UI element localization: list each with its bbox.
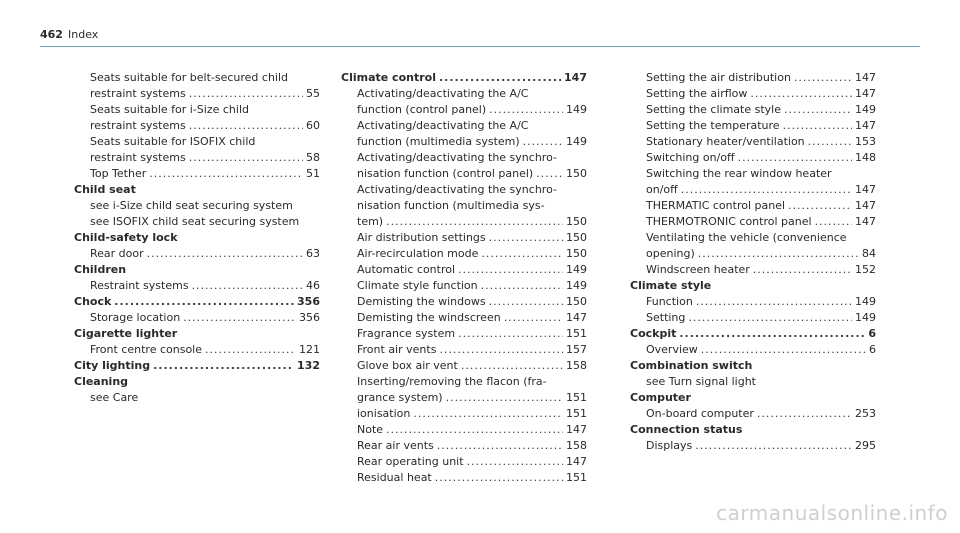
entry-row (357, 310, 587, 326)
page-reference: 151 (566, 391, 587, 404)
page-header (40, 28, 920, 48)
page-reference: 6 (869, 343, 876, 356)
entry-row (90, 214, 320, 230)
index-subentry (630, 198, 876, 214)
entry-text-line: nisation function (multimedia sys- (357, 199, 545, 212)
entry-text: Setting the temperature (646, 119, 780, 132)
index-subentry (630, 118, 876, 134)
index-subentry (341, 86, 587, 118)
entry-text: Rear door (90, 247, 144, 260)
entry-row (646, 374, 876, 390)
entry-text: Fragrance system (357, 327, 456, 340)
entry-row (646, 214, 876, 230)
page-reference: 150 (566, 167, 587, 180)
entry-row (74, 374, 320, 390)
entry-text: Automatic control (357, 263, 456, 276)
entry-text: Child-safety lock (74, 231, 178, 244)
entry-row (90, 198, 320, 214)
entry-text-line: Ventilating the vehicle (convenience (646, 231, 847, 244)
page-reference: 149 (855, 311, 876, 324)
index-heading (74, 374, 320, 390)
entry-text: Combination switch (630, 359, 753, 372)
leader-dots (458, 262, 563, 278)
index-subentry (630, 134, 876, 150)
index-subentry (74, 166, 320, 182)
page-reference: 147 (855, 199, 876, 212)
entry-row (646, 134, 876, 150)
entry-text: Front centre console (90, 343, 202, 356)
page-reference: 147 (564, 71, 587, 84)
entry-row (357, 342, 587, 358)
index-subentry (74, 134, 320, 166)
entry-row (357, 278, 587, 294)
index-subentry (74, 390, 320, 406)
index-heading (74, 262, 320, 278)
page-reference: 295 (855, 439, 876, 452)
entry-row (630, 358, 876, 374)
entry-text: ionisation (357, 407, 411, 420)
index-subentry (341, 406, 587, 422)
leader-dots (681, 182, 852, 198)
entry-row (341, 70, 587, 86)
index-subentry (74, 246, 320, 262)
index-subentry (341, 358, 587, 374)
index-subentry (630, 86, 876, 102)
page-reference: 147 (566, 311, 587, 324)
page-reference: 158 (566, 439, 587, 452)
entry-row (357, 102, 587, 118)
index-subentry (630, 438, 876, 454)
entry-text: Top Tether (90, 167, 147, 180)
entry-text: see i-Size child seat securing system (90, 199, 293, 212)
index-subentry (630, 214, 876, 230)
index-subentry (74, 214, 320, 230)
index-heading (74, 294, 320, 310)
page-reference: 84 (862, 247, 876, 260)
leader-dots (192, 278, 303, 294)
page-reference: 356 (297, 295, 320, 308)
leader-dots (489, 102, 563, 118)
entry-row (646, 102, 876, 118)
watermark: carmanualsonline.info (716, 501, 948, 525)
page-reference: 147 (855, 215, 876, 228)
entry-text: Climate control (341, 71, 436, 84)
page-reference: 149 (566, 135, 587, 148)
entry-text: Front air vents (357, 343, 437, 356)
page-reference: 148 (855, 151, 876, 164)
page-reference: 46 (306, 279, 320, 292)
index-heading (630, 358, 876, 374)
entry-text: Function (646, 295, 693, 308)
page-reference: 147 (855, 71, 876, 84)
entry-row (646, 118, 876, 134)
leader-dots (794, 70, 852, 86)
page-reference: 151 (566, 327, 587, 340)
entry-row (357, 230, 587, 246)
leader-dots (753, 262, 852, 278)
index-subentry (74, 278, 320, 294)
leader-dots (523, 134, 563, 150)
page-reference: 149 (566, 263, 587, 276)
index-subentry (630, 102, 876, 118)
entry-row (90, 150, 320, 166)
entry-text: Rear air vents (357, 439, 434, 452)
entry-text: Chock (74, 295, 112, 308)
leader-dots (189, 118, 303, 134)
leader-dots (446, 390, 563, 406)
entry-row (90, 166, 320, 182)
entry-text: restraint systems (90, 87, 186, 100)
entry-row (630, 390, 876, 406)
entry-text: Cigarette lighter (74, 327, 178, 340)
entry-text: function (multimedia system) (357, 135, 520, 148)
index-subentry (341, 374, 587, 406)
page-reference: 147 (855, 119, 876, 132)
entry-row (646, 150, 876, 166)
entry-row (90, 390, 320, 406)
leader-dots (696, 294, 852, 310)
entry-text-line: Activating/deactivating the A/C (357, 119, 529, 132)
entry-text: Rear operating unit (357, 455, 464, 468)
entry-text: Stationary heater/ventilation (646, 135, 805, 148)
entry-text: see Turn signal light (646, 375, 756, 388)
index-subentry (74, 310, 320, 326)
leader-dots (189, 150, 303, 166)
leader-dots (688, 310, 852, 326)
entry-row (630, 278, 876, 294)
leader-dots (481, 278, 563, 294)
entry-text: Setting the climate style (646, 103, 782, 116)
index-subentry (630, 342, 876, 358)
entry-row (357, 358, 587, 374)
entry-row (646, 342, 876, 358)
leader-dots (504, 310, 563, 326)
entry-text: Storage location (90, 311, 181, 324)
page-reference: 147 (855, 87, 876, 100)
page-reference: 58 (306, 151, 320, 164)
entry-row (646, 246, 876, 262)
entry-text: restraint systems (90, 119, 186, 132)
entry-row (646, 70, 876, 86)
page-reference: 147 (855, 183, 876, 196)
entry-text: Demisting the windows (357, 295, 486, 308)
entry-text-line: Activating/deactivating the A/C (357, 87, 529, 100)
entry-row (646, 198, 876, 214)
entry-text: Overview (646, 343, 698, 356)
leader-dots (788, 198, 852, 214)
entry-text: on/off (646, 183, 678, 196)
index-subentry (630, 70, 876, 86)
index-subentry (630, 310, 876, 326)
entry-row (630, 422, 876, 438)
leader-dots (698, 246, 859, 262)
index-heading (630, 390, 876, 406)
index-subentry (630, 374, 876, 390)
entry-row (357, 406, 587, 422)
leader-dots (489, 230, 563, 246)
entry-text: Connection status (630, 423, 743, 436)
page-reference: 157 (566, 343, 587, 356)
leader-dots (149, 166, 303, 182)
entry-text-line: Seats suitable for i-Size child (90, 103, 249, 116)
index-subentry (630, 166, 876, 198)
leader-dots (189, 86, 303, 102)
index-subentry (341, 150, 587, 182)
entry-row (74, 326, 320, 342)
entry-row (357, 294, 587, 310)
entry-text: tem) (357, 215, 384, 228)
leader-dots (738, 150, 852, 166)
entry-row (90, 86, 320, 102)
index-subentry (341, 182, 587, 230)
entry-row (357, 214, 587, 230)
page-reference: 151 (566, 407, 587, 420)
entry-text: Setting the airflow (646, 87, 748, 100)
leader-dots (808, 134, 852, 150)
entry-row (90, 342, 320, 358)
index-subentry (341, 246, 587, 262)
entry-row (357, 246, 587, 262)
index-heading (630, 422, 876, 438)
index-subentry (341, 454, 587, 470)
entry-text-line: Activating/deactivating the synchro- (357, 183, 557, 196)
leader-dots (481, 246, 563, 262)
page-reference: 51 (306, 167, 320, 180)
page-reference: 152 (855, 263, 876, 276)
index-subentry (341, 118, 587, 150)
page-reference: 151 (566, 471, 587, 484)
entry-text: THERMOTRONIC control panel (646, 215, 812, 228)
entry-text: Setting the air distribution (646, 71, 791, 84)
index-subentry (630, 262, 876, 278)
entry-text: Child seat (74, 183, 136, 196)
entry-text: see ISOFIX child seat securing system (90, 215, 300, 228)
entry-text: Setting (646, 311, 686, 324)
entry-text: opening) (646, 247, 695, 260)
entry-text: Displays (646, 439, 693, 452)
entry-text: restraint systems (90, 151, 186, 164)
index-subentry (341, 294, 587, 310)
entry-text: Cleaning (74, 375, 129, 388)
entry-text: Computer (630, 391, 691, 404)
index-subentry (74, 198, 320, 214)
entry-text: Demisting the windscreen (357, 311, 501, 324)
leader-dots (439, 342, 563, 358)
page-reference: 153 (855, 135, 876, 148)
index-heading (630, 278, 876, 294)
leader-dots (413, 406, 563, 422)
index-column-3 (630, 70, 876, 454)
leader-dots (386, 214, 563, 230)
entry-text: see Care (90, 391, 139, 404)
leader-dots (784, 102, 852, 118)
index-subentry (630, 150, 876, 166)
page-reference: 6 (868, 327, 876, 340)
entry-row (646, 86, 876, 102)
entry-text-line: Seats suitable for belt-secured child (90, 71, 289, 84)
page-reference: 149 (855, 103, 876, 116)
index-heading (74, 326, 320, 342)
leader-dots (205, 342, 296, 358)
entry-row (74, 230, 320, 246)
index-subentry (74, 70, 320, 102)
leader-dots (458, 326, 563, 342)
page-reference: 55 (306, 87, 320, 100)
index-subentry (341, 422, 587, 438)
entry-row (630, 326, 876, 342)
entry-row (646, 406, 876, 422)
entry-text: Air distribution settings (357, 231, 486, 244)
index-heading (74, 230, 320, 246)
entry-row (357, 454, 587, 470)
page-reference: 147 (566, 455, 587, 468)
index-subentry (341, 230, 587, 246)
entry-row (90, 278, 320, 294)
entry-text: grance system) (357, 391, 443, 404)
page-reference: 150 (566, 215, 587, 228)
entry-row (646, 294, 876, 310)
entry-row (357, 438, 587, 454)
header-rule (40, 46, 920, 47)
leader-dots (757, 406, 852, 422)
page-reference: 149 (566, 279, 587, 292)
index-subentry (341, 470, 587, 486)
entry-row (74, 182, 320, 198)
page-reference: 150 (566, 247, 587, 260)
index-subentry (341, 438, 587, 454)
leader-dots (467, 454, 563, 470)
leader-dots (386, 422, 563, 438)
page-reference: 132 (297, 359, 320, 372)
entry-row (74, 358, 320, 374)
page-reference: 149 (566, 103, 587, 116)
entry-row (646, 310, 876, 326)
entry-row (357, 166, 587, 182)
entry-text: Glove box air vent (357, 359, 458, 372)
index-subentry (74, 102, 320, 134)
entry-text: THERMATIC control panel (646, 199, 786, 212)
index-subentry (74, 342, 320, 358)
entry-text: Air-recirculation mode (357, 247, 479, 260)
leader-dots (439, 70, 561, 86)
index-heading (74, 182, 320, 198)
leader-dots (815, 214, 852, 230)
entry-row (74, 262, 320, 278)
index-subentry (630, 294, 876, 310)
index-subentry (341, 310, 587, 326)
page-reference: 149 (855, 295, 876, 308)
entry-row (357, 470, 587, 486)
page-reference: 150 (566, 231, 587, 244)
entry-row (646, 182, 876, 198)
leader-dots (435, 470, 563, 486)
index-heading (74, 358, 320, 374)
page-reference: 60 (306, 119, 320, 132)
entry-row (357, 134, 587, 150)
page-reference: 158 (566, 359, 587, 372)
leader-dots (461, 358, 563, 374)
page-reference: 147 (566, 423, 587, 436)
entry-row (90, 246, 320, 262)
index-subentry (341, 262, 587, 278)
entry-row (646, 262, 876, 278)
entry-row (357, 390, 587, 406)
leader-dots (153, 358, 294, 374)
entry-text: function (control panel) (357, 103, 487, 116)
leader-dots (489, 294, 563, 310)
index-subentry (341, 278, 587, 294)
index-subentry (630, 406, 876, 422)
leader-dots (114, 294, 294, 310)
entry-row (90, 118, 320, 134)
index-subentry (341, 342, 587, 358)
index-subentry (630, 230, 876, 262)
entry-text-line: Switching the rear window heater (646, 167, 832, 180)
entry-text: On-board computer (646, 407, 754, 420)
page-reference: 356 (299, 311, 320, 324)
entry-row (357, 326, 587, 342)
index-column-1 (74, 70, 320, 406)
leader-dots (183, 310, 296, 326)
page-reference: 253 (855, 407, 876, 420)
index-subentry (341, 326, 587, 342)
entry-text: Residual heat (357, 471, 432, 484)
entry-row (646, 438, 876, 454)
leader-dots (679, 326, 865, 342)
entry-row (357, 422, 587, 438)
page-reference: 150 (566, 295, 587, 308)
leader-dots (750, 86, 852, 102)
entry-text: Note (357, 423, 384, 436)
page-reference: 63 (306, 247, 320, 260)
entry-text-line: Inserting/removing the flacon (fra- (357, 375, 547, 388)
index-column-2 (341, 70, 587, 486)
entry-text-line: Seats suitable for ISOFIX child (90, 135, 256, 148)
entry-row (90, 310, 320, 326)
entry-row (74, 294, 320, 310)
entry-text: Children (74, 263, 127, 276)
entry-text-line: Activating/deactivating the synchro- (357, 151, 557, 164)
leader-dots (695, 438, 852, 454)
index-heading (630, 326, 876, 342)
entry-text: Cockpit (630, 327, 677, 340)
entry-text: Climate style (630, 279, 712, 292)
leader-dots (783, 118, 852, 134)
entry-row (357, 262, 587, 278)
entry-text: Switching on/off (646, 151, 735, 164)
entry-text: Climate style function (357, 279, 478, 292)
leader-dots (437, 438, 563, 454)
index-heading (341, 70, 587, 86)
leader-dots (147, 246, 303, 262)
entry-text: City lighting (74, 359, 151, 372)
leader-dots (536, 166, 563, 182)
leader-dots (701, 342, 866, 358)
entry-text: nisation function (control panel) (357, 167, 534, 180)
page-title: Index (68, 28, 99, 41)
page-number: 462 (40, 28, 63, 41)
entry-text: Restraint systems (90, 279, 189, 292)
page-reference: 121 (299, 343, 320, 356)
entry-text: Windscreen heater (646, 263, 750, 276)
